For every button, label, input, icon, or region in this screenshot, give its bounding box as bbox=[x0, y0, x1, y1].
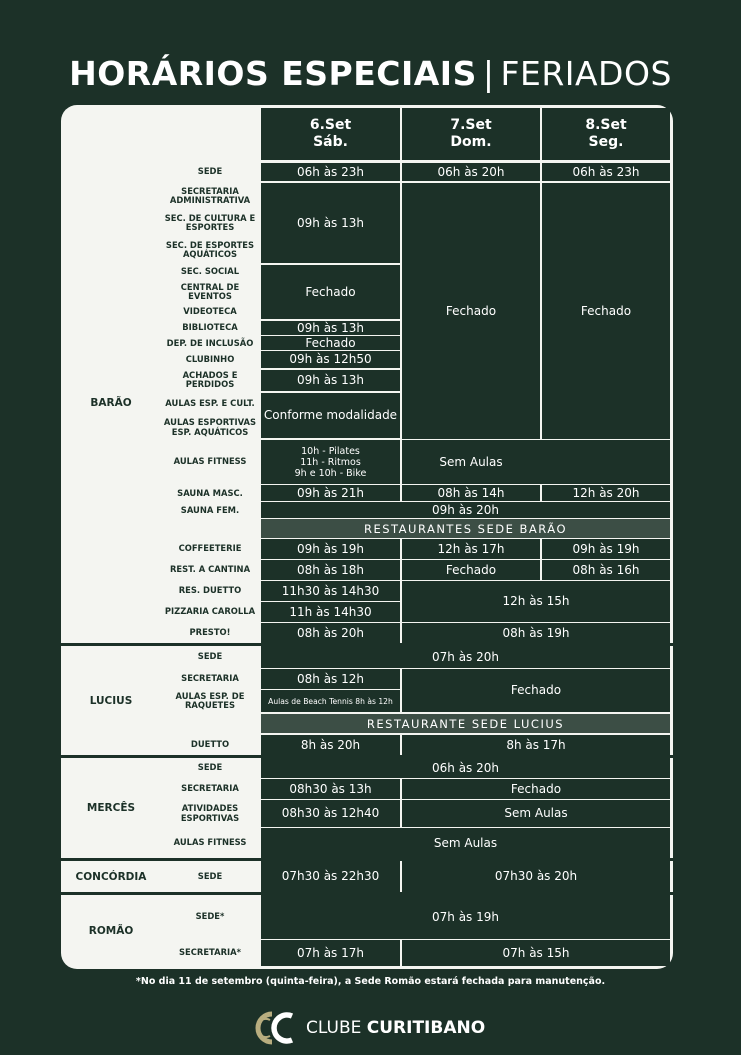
section-aulas: AULAS ESP. E CULT. bbox=[165, 398, 255, 409]
section-sede: SEDE bbox=[197, 166, 223, 177]
hours-duetto-carolla-sun-mon: 12h às 15h bbox=[402, 581, 670, 622]
section-lucius-duetto: DUETTO bbox=[190, 739, 230, 750]
hours-barao-closed-sun: Fechado bbox=[402, 183, 540, 439]
section-sauna-masc: SAUNA MASC. bbox=[177, 487, 243, 498]
logo-word-2: CURITIBANO bbox=[366, 1018, 486, 1038]
hours-barao-sauna-masc-sat: 09h às 21h bbox=[261, 485, 400, 501]
day-weekday: Dom. bbox=[450, 134, 492, 150]
title-separator: | bbox=[482, 54, 495, 93]
club-barao: BARÃO bbox=[90, 397, 132, 409]
hours-barao-secretarias-sat: 09h às 13h bbox=[261, 183, 400, 263]
hours-barao-fitness-sat bbox=[261, 440, 400, 484]
section-clubinho: CLUBINHO bbox=[185, 353, 235, 364]
logo-mark-icon bbox=[250, 1010, 302, 1046]
hours-concordia-sede-sat: 07h30 às 22h30 bbox=[261, 861, 400, 892]
club-logo bbox=[250, 1010, 485, 1046]
section-secretaria: SECRETARIA ADMINISTRATIVA bbox=[169, 185, 251, 205]
section-achados: ACHADOS E PERDIDOS bbox=[182, 369, 238, 389]
hours-merces-fitness: Sem Aulas bbox=[261, 828, 670, 858]
section-coffeeterie: COFFEETERIE bbox=[178, 543, 242, 554]
section-concordia-sede: SEDE bbox=[197, 870, 223, 881]
hours-barao-sede-sun: 06h às 20h bbox=[402, 163, 540, 181]
section-merces-sede: SEDE bbox=[197, 762, 223, 773]
day-weekday: Sáb. bbox=[313, 134, 348, 150]
section-sauna-fem: SAUNA FEM. bbox=[180, 504, 240, 515]
hours-barao-inclusao-sat: Fechado bbox=[261, 336, 400, 350]
hours-cantina-mon: 08h às 16h bbox=[542, 560, 670, 580]
club-lucius: LUCIUS bbox=[89, 694, 133, 707]
logo-word-1: CLUBE bbox=[306, 1018, 362, 1038]
section-videoteca: VIDEOTECA bbox=[183, 306, 237, 317]
hours-cantina-sun: Fechado bbox=[402, 560, 540, 580]
section-romao-secretaria: SECRETARIA* bbox=[178, 947, 242, 958]
footnote: *No dia 11 de setembro (quinta-feira), a Sede Romão estará fechada para manutenção. bbox=[135, 976, 606, 987]
section-aquaticos: SEC. DE ESPORTES AQUÁTICOS bbox=[165, 239, 255, 259]
fitness-line: 9h e 10h - Bike bbox=[294, 467, 367, 479]
hours-presto-sat: 08h às 20h bbox=[261, 623, 400, 643]
hours-romao-secretaria-sat: 07h às 17h bbox=[261, 940, 400, 966]
section-presto: PRESTO! bbox=[189, 627, 231, 638]
hours-lucius-secretaria-sat: 08h às 12h bbox=[261, 669, 400, 689]
day-header-mon bbox=[542, 108, 670, 160]
section-eventos: CENTRAL DE EVENTOS bbox=[180, 281, 240, 301]
club-concordia: CONCÓRDIA bbox=[75, 870, 147, 883]
section-lucius-sede: SEDE bbox=[197, 651, 223, 662]
day-date: 6.Set bbox=[309, 117, 352, 133]
section-lucius-raquetes: AULAS ESP. DE RAQUETES bbox=[175, 690, 245, 710]
banner-restaurante-lucius: RESTAURANTE SEDE LUCIUS bbox=[261, 714, 670, 733]
hours-coffeeterie-sun: 12h às 17h bbox=[402, 539, 540, 559]
section-merces-secretaria: SECRETARIA bbox=[181, 783, 239, 794]
hours-merces-sede: 06h às 20h bbox=[261, 758, 670, 778]
logo-text bbox=[306, 1018, 485, 1038]
hours-barao-sauna-fem: 09h às 20h bbox=[261, 502, 670, 518]
banner-restaurantes-barao: RESTAURANTES SEDE BARÃO bbox=[261, 519, 670, 538]
section-aulas-aquaticos: AULAS ESPORTIVAS ESP. AQUÁTICOS bbox=[163, 417, 257, 437]
day-header-sun bbox=[402, 108, 540, 160]
hours-merces-secretaria-sat: 08h30 às 13h bbox=[261, 779, 400, 799]
hours-merces-atividades-sun-mon: Sem Aulas bbox=[402, 800, 670, 827]
section-fitness: AULAS FITNESS bbox=[173, 456, 247, 467]
hours-barao-biblioteca-sat: 09h às 13h bbox=[261, 321, 400, 335]
section-romao-sede: SEDE* bbox=[195, 911, 225, 922]
hours-barao-closed-mon: Fechado bbox=[542, 183, 670, 439]
hours-lucius-raquetes-sat: Aulas de Beach Tennis 8h às 12h bbox=[261, 690, 400, 712]
section-social: SEC. SOCIAL bbox=[180, 266, 240, 277]
hours-barao-aulas-sat: Conforme modalidade bbox=[261, 393, 400, 438]
hours-barao-sede-mon: 06h às 23h bbox=[542, 163, 670, 181]
hours-barao-sede-sat: 06h às 23h bbox=[261, 163, 400, 181]
hours-barao-social-sat: Fechado bbox=[261, 265, 400, 319]
hours-presto-sun-mon: 08h às 19h bbox=[402, 623, 670, 643]
fitness-line: 11h - Ritmos bbox=[300, 456, 361, 468]
hours-lucius-duetto-sun-mon: 8h às 17h bbox=[402, 735, 670, 755]
day-weekday: Seg. bbox=[588, 134, 624, 150]
hours-carolla-sat: 11h às 14h30 bbox=[261, 602, 400, 622]
section-inclusao: DEP. DE INCLUSÃO bbox=[166, 337, 254, 348]
title-bold: HORÁRIOS ESPECIAIS bbox=[69, 54, 477, 93]
section-merces-fitness: AULAS FITNESS bbox=[173, 837, 247, 848]
day-date: 8.Set bbox=[585, 117, 627, 133]
fitness-line: 10h - Pilates bbox=[301, 445, 360, 457]
hours-barao-clubinho-sat: 09h às 12h50 bbox=[261, 351, 400, 368]
hours-lucius-duetto-sat: 8h às 20h bbox=[261, 735, 400, 755]
hours-barao-sauna-masc-mon: 12h às 20h bbox=[542, 485, 670, 501]
page-title bbox=[0, 52, 741, 96]
section-carolla: PIZZARIA CAROLLA bbox=[164, 606, 256, 617]
hours-barao-sauna-masc-sun: 08h às 14h bbox=[402, 485, 540, 501]
section-duetto: RES. DUETTO bbox=[178, 585, 242, 596]
section-biblioteca: BIBLIOTECA bbox=[182, 322, 238, 333]
hours-merces-atividades-sat: 08h30 às 12h40 bbox=[261, 800, 400, 827]
hours-concordia-sede-sun-mon: 07h30 às 20h bbox=[402, 861, 670, 892]
hours-coffeeterie-mon: 09h às 19h bbox=[542, 539, 670, 559]
title-light: FERIADOS bbox=[500, 54, 672, 93]
section-cultura: SEC. DE CULTURA E ESPORTES bbox=[164, 212, 256, 232]
section-cantina: REST. A CANTINA bbox=[169, 564, 251, 575]
hours-romao-sede: 07h às 19h bbox=[261, 895, 670, 939]
club-merces: MERCÊS bbox=[86, 802, 136, 814]
day-date: 7.Set bbox=[450, 117, 492, 133]
hours-merces-secretaria-sun-mon: Fechado bbox=[402, 779, 670, 799]
section-lucius-secretaria: SECRETARIA bbox=[181, 673, 239, 684]
club-romao: ROMÃO bbox=[88, 924, 134, 937]
hours-lucius-closed-sun-mon: Fechado bbox=[402, 669, 670, 712]
hours-duetto-sat: 11h30 às 14h30 bbox=[261, 581, 400, 601]
hours-barao-fitness-sun-mon: Sem Aulas bbox=[402, 440, 670, 484]
hours-coffeeterie-sat: 09h às 19h bbox=[261, 539, 400, 559]
hours-lucius-sede: 07h às 20h bbox=[261, 646, 670, 668]
hours-romao-secretaria-sun-mon: 07h às 15h bbox=[402, 940, 670, 966]
section-merces-atividades: ATIVIDADES ESPORTIVAS bbox=[180, 803, 240, 823]
hours-cantina-sat: 08h às 18h bbox=[261, 560, 400, 580]
hours-barao-achados-sat: 09h às 13h bbox=[261, 370, 400, 391]
day-header-sat bbox=[261, 108, 400, 160]
